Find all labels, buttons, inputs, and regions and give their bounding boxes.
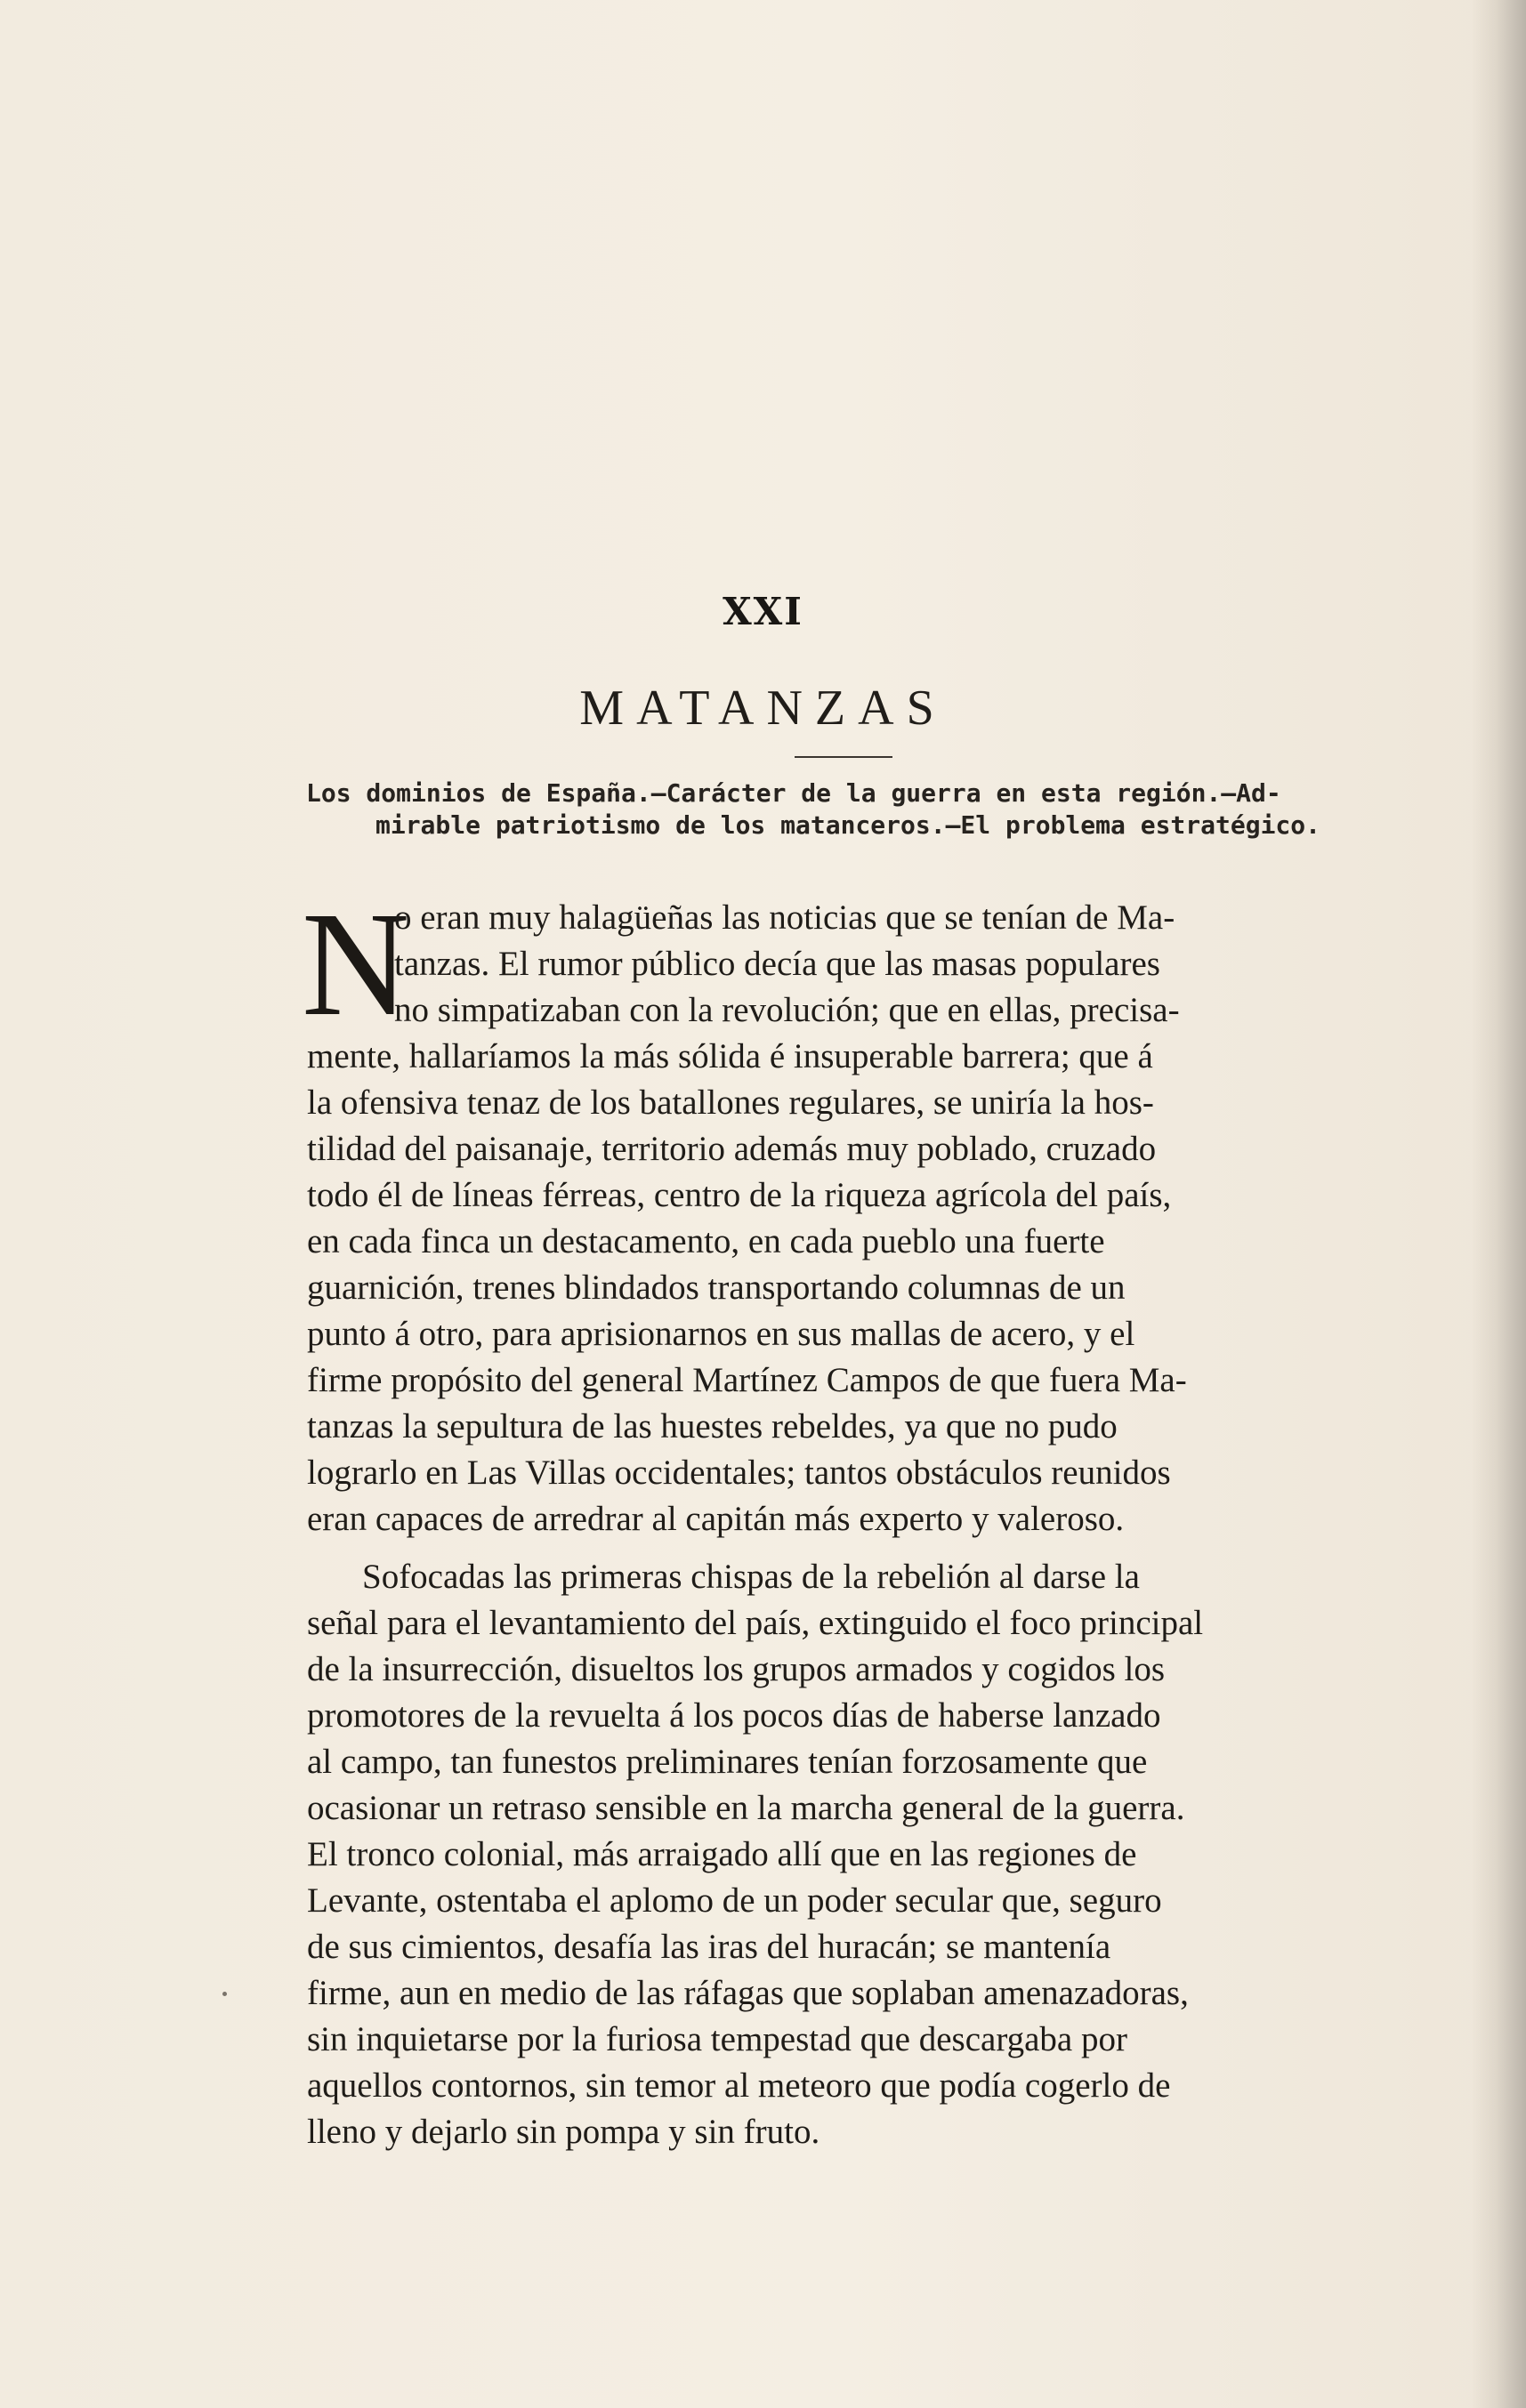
text-line: aquellos contornos, sin temor al meteoro que podía cogerlo de (307, 2066, 1171, 2105)
text-line: al campo, tan funestos preliminares tenían forzosamente que (307, 1743, 1148, 1781)
drop-cap: N (302, 882, 410, 1047)
text-line: todo él de líneas férreas, centro de la riqueza agrícola del país, (307, 1176, 1172, 1214)
text-line: eran capaces de arredrar al capitán más experto y valeroso. (307, 1500, 1125, 1538)
text-line: promotores de la revuelta á los pocos días de haberse lanzado (307, 1696, 1161, 1735)
text-line: firme propósito del general Martínez Campos de que fuera Ma- (307, 1361, 1187, 1399)
paragraph-2 (307, 1554, 1390, 2155)
text-line: mente, hallaríamos la más sólida é insuperable barrera; que á (307, 1037, 1153, 1075)
text-line: ocasionar un retraso sensible en la marcha general de la guerra. (307, 1789, 1185, 1827)
text-line: en cada finca un destacamento, en cada pueblo una fuerte (307, 1222, 1105, 1260)
text-line: tanzas la sepultura de las huestes rebeldes, ya que no pudo (307, 1407, 1118, 1446)
text-line: la ofensiva tenaz de los batallones regulares, se uniría la hos- (307, 1083, 1154, 1122)
text-line: sin inquietarse por la furiosa tempestad que descargaba por (307, 2020, 1127, 2058)
text-line: firme, aun en medio de las ráfagas que soplaban amenazadoras, (307, 1974, 1189, 2012)
chapter-title: MATANZAS (579, 681, 947, 736)
page-gutter-shadow (1471, 0, 1526, 2408)
text-line: punto á otro, para aprisionarnos en sus mallas de acero, y el (307, 1315, 1135, 1353)
text-line: tanzas. El rumor público decía que las masas populares (394, 945, 1160, 983)
page-speck (222, 1992, 227, 1996)
text-line: tilidad del paisanaje, territorio además muy poblado, cruzado (307, 1130, 1157, 1168)
paragraph-1 (307, 895, 1390, 1542)
text-line: guarnición, trenes blindados transportando columnas de un (307, 1268, 1126, 1307)
text-line: no simpatizaban con la revolución; que en ellas, precisa- (394, 991, 1180, 1029)
chapter-number: XXI (723, 590, 803, 633)
summary-line: mirable patriotismo de los matanceros.—El problema estratégico. (375, 810, 1321, 840)
text-line: o eran muy halagüeñas las noticias que se tenían de Ma- (394, 898, 1175, 937)
summary-line: Los dominios de España.—Carácter de la guerra en esta región.—Ad- (306, 778, 1281, 808)
text-line: señal para el levantamiento del país, extinguido el foco principal (307, 1604, 1204, 1642)
text-line: lleno y dejarlo sin pompa y sin fruto. (307, 2113, 820, 2151)
chapter-summary (306, 777, 1390, 842)
text-line: Levante, ostentaba el aplomo de un poder secular que, seguro (307, 1881, 1162, 1920)
text-line: El tronco colonial, más arraigado allí que en las regiones de (307, 1835, 1137, 1873)
text-line: de la insurrección, disueltos los grupos armados y cogidos los (307, 1650, 1166, 1688)
text-line: de sus cimientos, desafía las iras del huracán; se mantenía (307, 1928, 1111, 1966)
title-divider (795, 756, 892, 758)
text-line: Sofocadas las primeras chispas de la rebelión al darse la (362, 1558, 1140, 1596)
text-line: lograrlo en Las Villas occidentales; tantos obstáculos reunidos (307, 1454, 1171, 1492)
